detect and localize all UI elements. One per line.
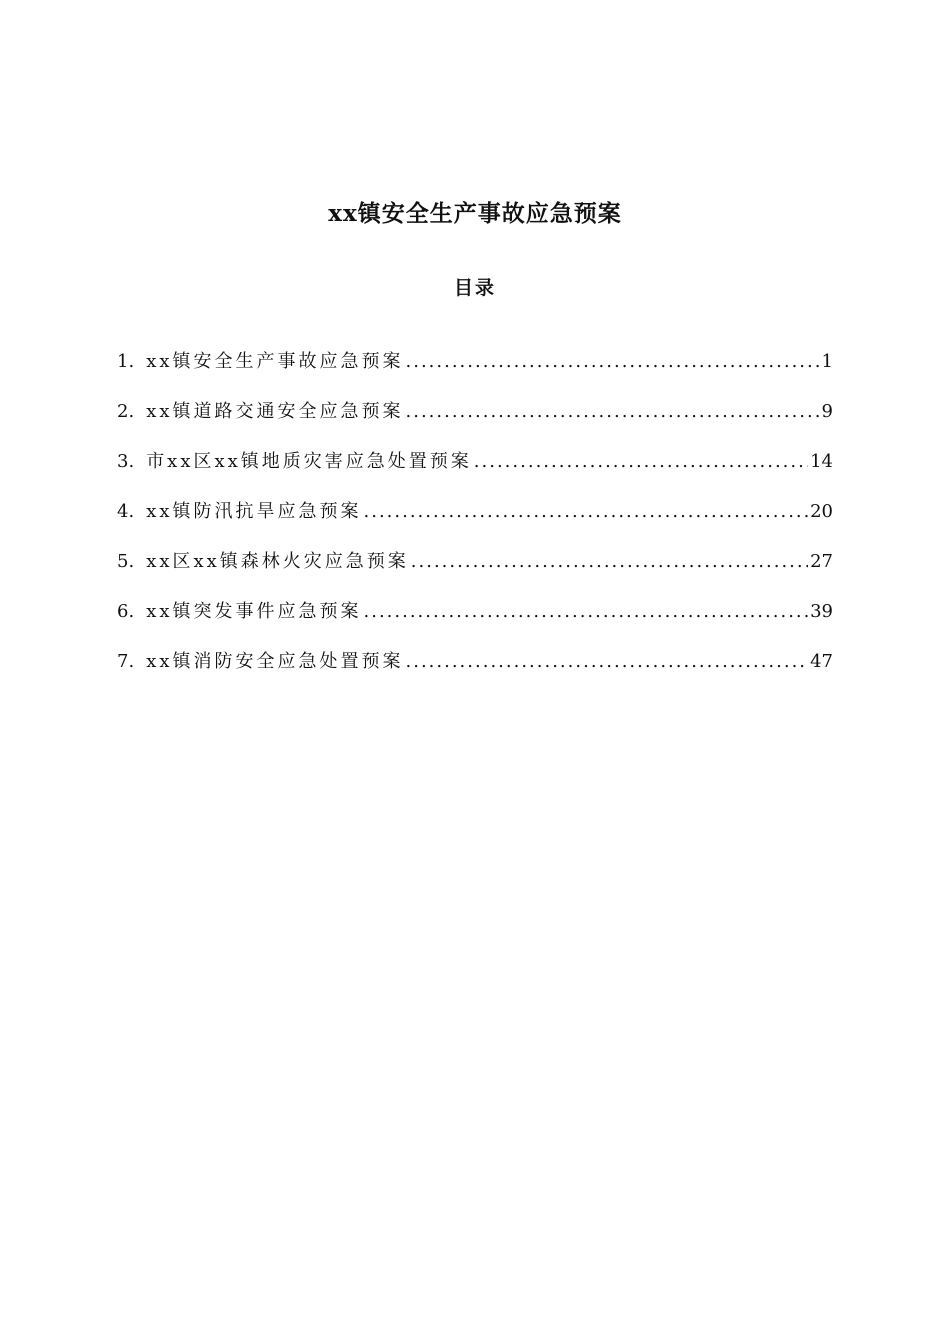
- toc-entry-title: xx区xx镇森林火灾应急预案: [146, 551, 409, 572]
- toc-entry[interactable]: [117, 394, 833, 444]
- toc-entry-number: 5.: [117, 551, 135, 572]
- toc-dot-leader: [364, 594, 809, 630]
- toc-dot-leader: [406, 394, 820, 430]
- table-of-contents: [117, 344, 833, 694]
- toc-entry-title: xx镇安全生产事故应急预案: [146, 351, 404, 372]
- toc-entry-page: 1: [821, 351, 833, 372]
- document-title: xx镇安全生产事故应急预案: [328, 200, 622, 227]
- toc-dot-leader: [411, 544, 808, 580]
- toc-entry-page: 47: [810, 651, 833, 672]
- toc-entry-title: 市xx区xx镇地质灾害应急处置预案: [146, 451, 472, 472]
- toc-entry-page: 9: [821, 401, 833, 422]
- toc-entry[interactable]: [117, 544, 833, 594]
- toc-entry[interactable]: [117, 344, 833, 394]
- toc-entry[interactable]: [117, 444, 833, 494]
- toc-dot-leader: [406, 344, 820, 380]
- toc-entry-number: 2.: [117, 401, 135, 422]
- toc-entry-page: 14: [810, 451, 833, 472]
- toc-entry-number: 7.: [117, 651, 135, 672]
- toc-entry-number: 6.: [117, 601, 135, 622]
- toc-entry-number: 3.: [117, 451, 135, 472]
- toc-entry-number: 4.: [117, 501, 135, 522]
- toc-dot-leader: [364, 494, 809, 530]
- toc-entry-page: 39: [810, 601, 833, 622]
- toc-heading: 目录: [453, 277, 496, 299]
- toc-entry[interactable]: [117, 644, 833, 694]
- toc-entry-page: 27: [810, 551, 833, 572]
- toc-entry-page: 20: [810, 501, 833, 522]
- toc-entry[interactable]: [117, 494, 833, 544]
- toc-dot-leader: [474, 444, 808, 480]
- toc-dot-leader: [406, 644, 809, 680]
- toc-entry-number: 1.: [117, 351, 135, 372]
- toc-entry[interactable]: [117, 594, 833, 644]
- toc-entry-title: xx镇突发事件应急预案: [146, 601, 362, 622]
- toc-entry-title: xx镇防汛抗旱应急预案: [146, 501, 362, 522]
- toc-entry-title: xx镇道路交通安全应急预案: [146, 401, 404, 422]
- toc-entry-title: xx镇消防安全应急处置预案: [146, 651, 404, 672]
